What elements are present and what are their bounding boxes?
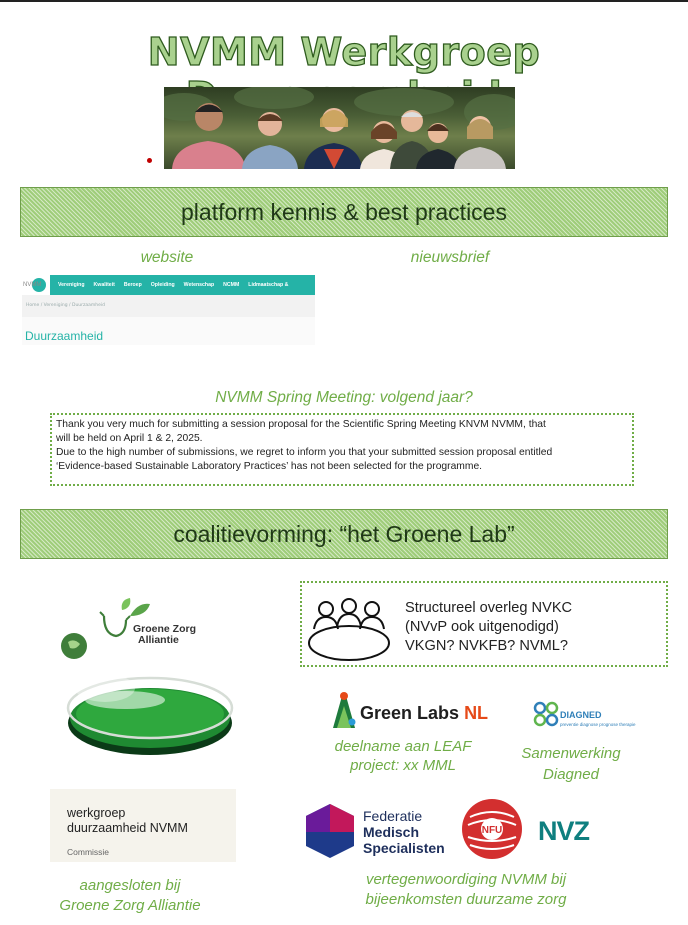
gza-logo-text (133, 624, 196, 646)
website-nav-item[interactable]: Opleiding (150, 282, 175, 288)
gza-logo-line: Alliantie (138, 634, 179, 646)
section-banner-coalition: coalitievorming: “het Groene Lab” (20, 509, 668, 559)
fms-logo-line: Medisch (363, 824, 420, 840)
leaf-icon (130, 604, 150, 616)
caption-line: deelname aan LEAF (334, 738, 472, 755)
caption-line: vertegenwoordiging NVMM bij (365, 871, 567, 888)
email-line: ‘Evidence-based Sustainable Laboratory Practices’ has not been selected for the programme. (56, 461, 483, 473)
section-banner-platform: platform kennis & best practices (20, 187, 668, 237)
website-logo: NVMM (22, 275, 50, 295)
page-title: NVMM Werkgroep (147, 30, 541, 74)
fms-logo-text (363, 808, 445, 856)
website-nav-item[interactable]: Vereniging (58, 282, 85, 288)
email-line: Due to the high number of submissions, we regret to inform you that your submitted session proposal entitled (56, 447, 553, 459)
green-labs-suffix: NL (464, 703, 489, 723)
overleg-text (405, 599, 572, 656)
overleg-line: Structureel overleg NVKC (405, 600, 573, 616)
petri-dish-image (65, 668, 235, 758)
meeting-icon (306, 597, 392, 663)
website-nav-item[interactable]: Kwaliteit (93, 282, 115, 288)
website-breadcrumb[interactable]: Home / Vereniging / Duurzaamheid (22, 295, 315, 317)
diagned-logo-name: DIAGNED (560, 710, 602, 720)
card-caption (30, 876, 230, 916)
website-heading: Duurzaamheid (25, 329, 104, 343)
website-nav-item[interactable]: Wetenschap (183, 282, 215, 288)
spring-meeting-label: NVMM Spring Meeting: volgend jaar? (215, 389, 473, 406)
website-label: website (140, 249, 194, 266)
overleg-line: VKGN? NVKFB? NVML? (405, 638, 569, 654)
nfu-logo-text: NFU (481, 825, 503, 836)
representation-caption (318, 870, 614, 910)
nfu-logo (460, 797, 524, 861)
nvz-logo: NVZ (538, 816, 589, 846)
fms-logo-line: Specialisten (363, 840, 445, 856)
decorative-red-dot (147, 158, 152, 163)
team-photo (164, 87, 515, 169)
email-line: Thank you very much for submitting a session proposal for the Scientific Spring Meeting KNVM NVMM, that (56, 419, 546, 430)
fms-shield-icon (302, 802, 358, 860)
top-border-line (0, 0, 688, 2)
team-photo-figures (164, 87, 515, 169)
newsletter-label: nieuwsbrief (410, 249, 490, 266)
caption-line: bijeenkomsten duurzame zorg (365, 891, 567, 908)
workgroup-card-subtitle: Commissie (67, 847, 110, 857)
card-line: werkgroep (67, 806, 126, 820)
website-nav-item[interactable]: Lidmaatschap & (248, 282, 289, 288)
overleg-box (300, 581, 668, 667)
green-labs-logo (360, 703, 488, 724)
green-labs-caption (318, 737, 488, 775)
caption-line: Groene Zorg Alliantie (59, 897, 201, 914)
caption-line: aangesloten bij (79, 877, 181, 894)
caption-line: Samenwerking (521, 745, 621, 762)
diagned-logo-tagline: preventie diagnose prognose therapie (560, 722, 636, 727)
email-line: will be held on April 1 & 2, 2025. (56, 433, 203, 445)
website-nav-item[interactable]: Beroep (123, 282, 142, 288)
gza-logo-line: Groene Zorg (133, 623, 197, 635)
overleg-line: (NVvP ook uitgenodigd) (405, 619, 559, 635)
diagned-icon (533, 701, 559, 727)
fms-logo-line: Federatie (363, 808, 423, 824)
stethoscope-icon (104, 616, 126, 636)
website-navbar (22, 275, 315, 295)
rejection-email-excerpt (50, 413, 634, 486)
workgroup-card-title (67, 806, 188, 836)
caption-line: Diagned (543, 766, 599, 783)
green-labs-icon (329, 690, 359, 730)
caption-line: project: xx MML (350, 757, 456, 774)
diagned-caption (508, 743, 634, 785)
green-labs-name: Green Labs (360, 703, 460, 723)
card-line: duurzaamheid NVMM (67, 821, 188, 835)
website-nav-item[interactable]: NCMM (223, 282, 240, 288)
website-screenshot[interactable] (22, 275, 315, 345)
